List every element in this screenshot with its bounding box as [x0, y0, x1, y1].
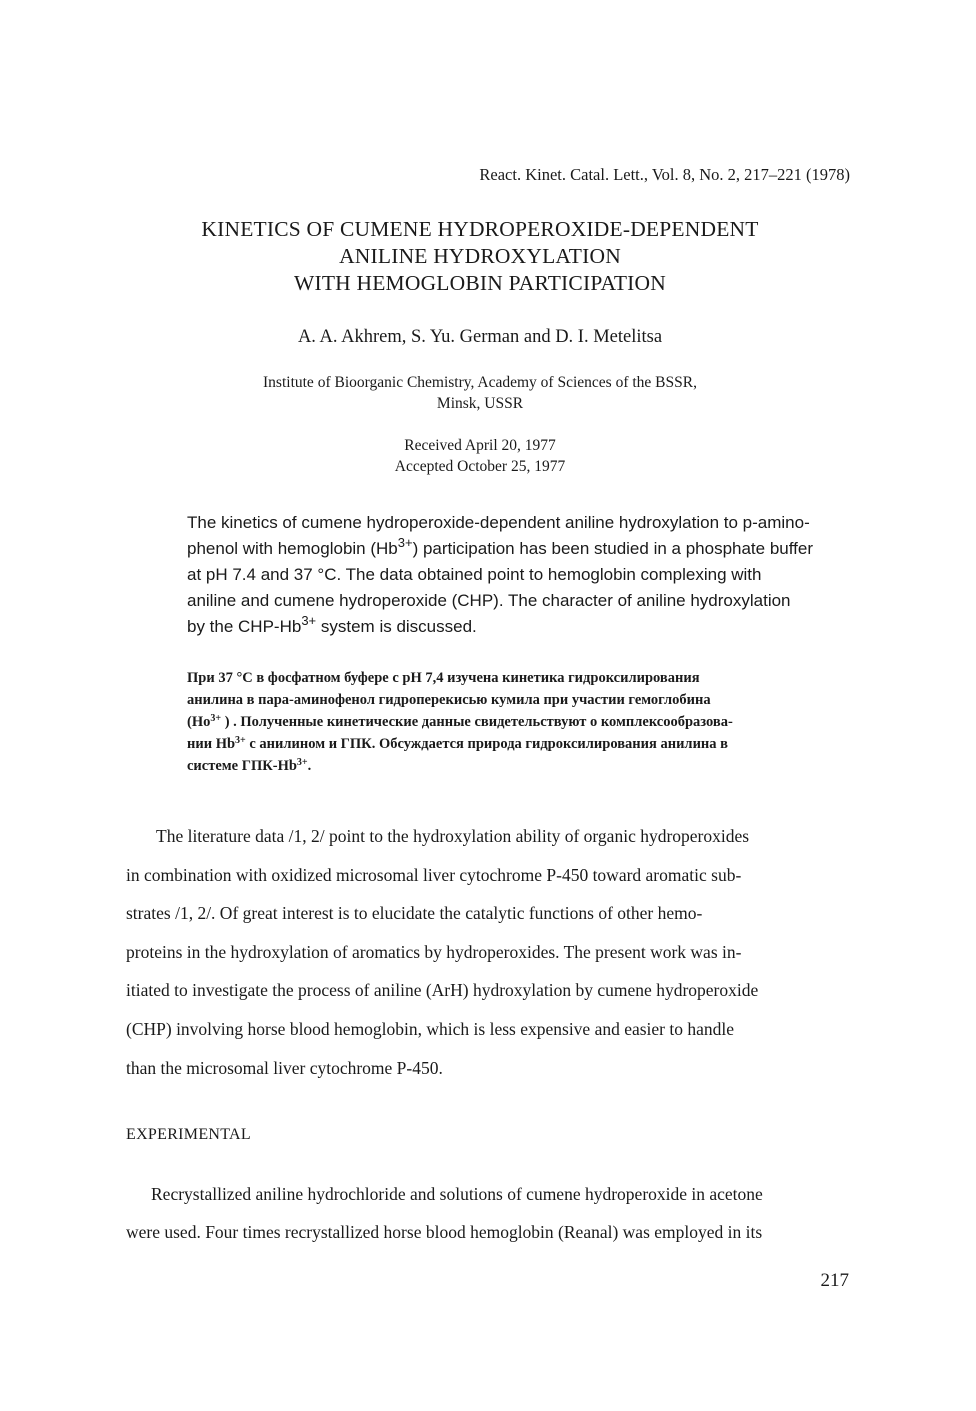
superscript: 3+ [301, 613, 317, 628]
received-date: Received April 20, 1977 [404, 437, 556, 454]
author-list: A. A. Akhrem, S. Yu. German and D. I. Metelitsa [297, 327, 663, 347]
text-segment: system is discussed. [316, 617, 477, 636]
abstract-russian [187, 667, 887, 777]
superscript: 3+ [296, 757, 308, 768]
text-segment: ) participation has been studied in a phosphate buffer [412, 539, 813, 558]
body-line: than the microsomal liver cytochrome P-450. [126, 1057, 443, 1078]
body-line: itiated to investigate the process of aniline (ArH) hydroxylation by cumene hydroperoxide [126, 980, 759, 1001]
title-line-2: ANILINE HYDROXYLATION [339, 244, 621, 268]
text-segment: by the CHP-Hb [187, 617, 302, 636]
page-number: 217 [820, 1270, 849, 1291]
journal-citation: React. Kinet. Catal. Lett., Vol. 8, No. 2, 217–221 (1978) [479, 165, 850, 184]
abstract-line-2 [187, 536, 927, 562]
affiliation [0, 372, 960, 414]
paper-title [0, 216, 960, 297]
ru-abstract-line-5 [187, 755, 887, 777]
body-line: The literature data /1, 2/ point to the hydroxylation ability of organic hydroperoxides [156, 826, 750, 846]
text-segment: системе ГПК-Hb [187, 758, 297, 774]
body-line: Recrystallized aniline hydrochloride and solutions of cumene hydroperoxide in acetone [151, 1184, 763, 1204]
ru-abstract-line-2: анилина в пара-аминофенол гидроперекисью кумила при участии гемоглобина [187, 692, 711, 708]
abstract-line-4: aniline and cumene hydroperoxide (CHP). The character of aniline hydroxylation [187, 591, 791, 610]
experimental-paragraph [126, 1175, 926, 1251]
abstract-english [187, 510, 927, 640]
ru-abstract-line-3 [187, 711, 887, 733]
abstract-line-1: The kinetics of cumene hydroperoxide-dependent aniline hydroxylation to p-amino- [187, 513, 810, 532]
abstract-line-5 [187, 614, 927, 640]
text-segment: phenol with hemoglobin (Hb [187, 539, 398, 558]
abstract-line-3: at pH 7.4 and 37 °C. The data obtained point to hemoglobin complexing with [187, 565, 762, 584]
superscript: 3+ [397, 535, 413, 550]
text-segment: (Но [187, 714, 211, 730]
title-line-1: KINETICS OF CUMENE HYDROPEROXIDE-DEPENDENT [201, 217, 759, 241]
body-line: were used. Four times recrystallized horse blood hemoglobin (Reanal) was employed in its [126, 1222, 763, 1242]
accepted-date: Accepted October 25, 1977 [394, 458, 566, 475]
title-line-3: WITH HEMOGLOBIN PARTICIPATION [293, 271, 666, 295]
body-line: (CHP) involving horse blood hemoglobin, which is less expensive and easier to handle [126, 1018, 735, 1039]
body-line: in combination with oxidized microsomal liver cytochrome P-450 toward aromatic sub- [126, 864, 742, 885]
superscript: 3+ [235, 735, 246, 746]
text-segment: ) . Полученные кинетические данные свидетельствуют о комплексообразова- [221, 714, 733, 730]
section-heading-experimental: EXPERIMENTAL [126, 1126, 251, 1143]
introduction-paragraph [126, 817, 926, 1087]
text-segment: с анилином и ГПК. Обсуждается природа гидроксилирования анилина в [245, 736, 728, 752]
affiliation-line-2: Minsk, USSR [436, 395, 524, 412]
submission-dates [0, 435, 960, 477]
body-line: proteins in the hydroxylation of aromatics by hydroperoxides. The present work was in- [126, 941, 742, 962]
ru-abstract-line-1: При 37 °С в фосфатном буфере с рН 7,4 изучена кинетика гидроксилирования [187, 670, 700, 686]
text-segment: . [307, 758, 312, 774]
text-segment: нии Hb [187, 736, 236, 752]
body-line: strates /1, 2/. Of great interest is to elucidate the catalytic functions of other hemo- [126, 903, 703, 924]
superscript: 3+ [210, 713, 222, 724]
ru-abstract-line-4 [187, 733, 887, 755]
affiliation-line-1: Institute of Bioorganic Chemistry, Academy of Sciences of the BSSR, [263, 374, 697, 391]
